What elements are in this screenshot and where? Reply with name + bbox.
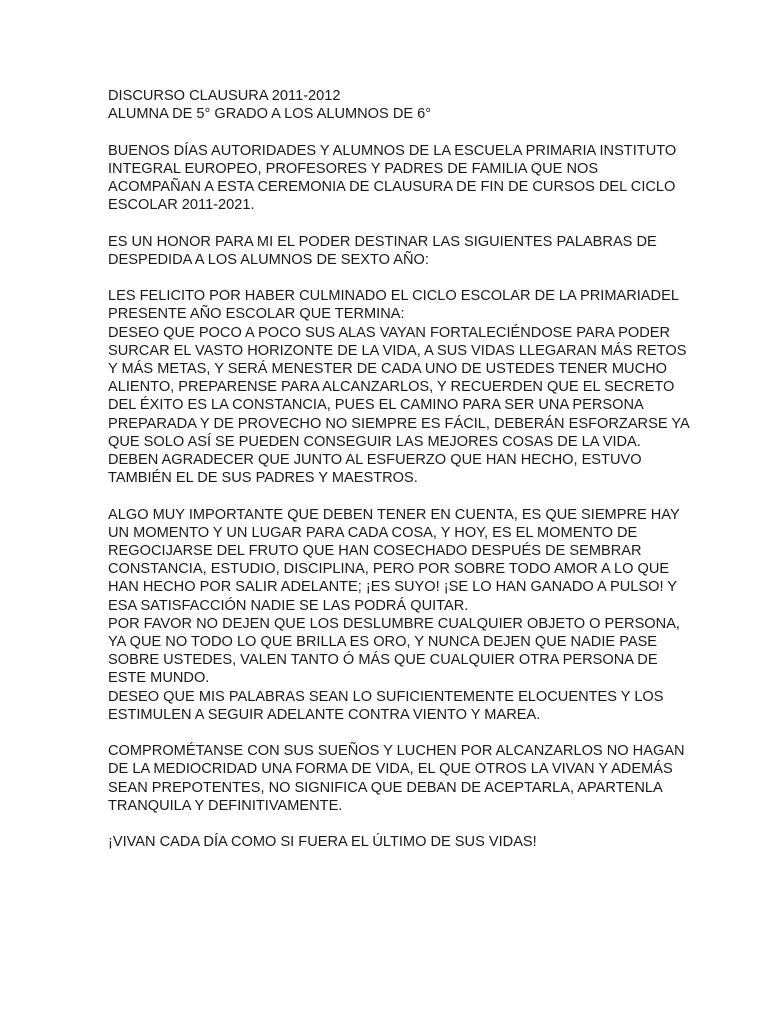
- paragraph-greeting: [108, 142, 708, 215]
- document-title: DISCURSO CLAUSURA 2011-2012: [108, 88, 341, 104]
- text-line: COMPROMÉTANSE CON SUS SUEÑOS Y LUCHEN POR ALCANZARLOS NO HAGAN: [108, 743, 685, 760]
- paragraph-honor: [108, 233, 708, 269]
- document-subtitle: ALUMNA DE 5° GRADO A LOS ALUMNOS DE 6°: [108, 106, 432, 123]
- text-line: ALGO MUY IMPORTANTE QUE DEBEN TENER EN CUENTA, ES QUE SIEMPRE HAY: [108, 506, 680, 523]
- text-line: QUE SOLO ASÍ SE PUEDEN CONSEGUIR LAS MEJORES COSAS DE LA VIDA.: [108, 433, 641, 450]
- text-line: SEAN PREPOTENTES, NO SIGNIFICA QUE DEBAN DE ACEPTARLA, APARTENLA: [108, 779, 663, 796]
- text-line: TAMBIÉN EL DE SUS PADRES Y MAESTROS.: [108, 470, 418, 487]
- text-line: YA QUE NO TODO LO QUE BRILLA ES ORO, Y NUNCA DEJEN QUE NADIE PASE: [108, 634, 658, 651]
- text-line: POR FAVOR NO DEJEN QUE LOS DESLUMBRE CUALQUIER OBJETO O PERSONA,: [108, 615, 680, 632]
- text-line: INTEGRAL EUROPEO, PROFESORES Y PADRES DE FAMILIA QUE NOS: [108, 160, 599, 177]
- text-line: PRESENTE AÑO ESCOLAR QUE TERMINA:: [108, 306, 405, 323]
- text-line: BUENOS DÍAS AUTORIDADES Y ALUMNOS DE LA ESCUELA PRIMARIA INSTITUTO: [108, 142, 677, 159]
- text-line: HAN HECHO POR SALIR ADELANTE; ¡ES SUYO! ¡SE LO HAN GANADO A PULSO! Y: [108, 579, 678, 596]
- paragraph-closing: [108, 833, 708, 851]
- text-line: DEL ÉXITO ES LA CONSTANCIA, PUES EL CAMINO PARA SER UNA PERSONA: [108, 397, 644, 414]
- text-line: ALIENTO, PREPARENSE PARA ALCANZARLOS, Y RECUERDEN QUE EL SECRETO: [108, 379, 675, 396]
- text-line: DESPEDIDA A LOS ALUMNOS DE SEXTO AÑO:: [108, 251, 429, 268]
- text-line: REGOCIJARSE DEL FRUTO QUE HAN COSECHADO DESPUÉS DE SEMBRAR: [108, 543, 642, 560]
- text-line: SOBRE USTEDES, VALEN TANTO Ó MÁS QUE CUALQUIER OTRA PERSONA DE: [108, 652, 658, 669]
- text-line: UN MOMENTO Y UN LUGAR PARA CADA COSA, Y HOY, ES EL MOMENTO DE: [108, 524, 638, 541]
- text-line: DE LA MEDIOCRIDAD UNA FORMA DE VIDA, EL QUE OTROS LA VIVAN Y ADEMÁS: [108, 761, 673, 778]
- text-line: TRANQUILA Y DEFINITIVAMENTE.: [108, 797, 343, 814]
- text-line: ES UN HONOR PARA MI EL PODER DESTINAR LAS SIGUIENTES PALABRAS DE: [108, 233, 657, 250]
- text-line: SURCAR EL VASTO HORIZONTE DE LA VIDA, A SUS VIDAS LLEGARAN MÁS RETOS: [108, 342, 687, 359]
- text-line: ESA SATISFACCIÓN NADIE SE LAS PODRÁ QUITAR.: [108, 597, 469, 614]
- paragraph-commitment: [108, 742, 708, 815]
- text-line: PREPARADA Y DE PROVECHO NO SIEMPRE ES FÁCIL, DEBERÁN ESFORZARSE YA: [108, 415, 690, 432]
- paragraph-congratulations: [108, 287, 708, 487]
- text-line: ESTIMULEN A SEGUIR ADELANTE CONTRA VIENTO Y MAREA.: [108, 706, 541, 723]
- text-line: CONSTANCIA, ESTUDIO, DISCIPLINA, PERO POR SOBRE TODO AMOR A LO QUE: [108, 561, 670, 578]
- text-line: LES FELICITO POR HABER CULMINADO EL CICLO ESCOLAR DE LA PRIMARIADEL: [108, 288, 679, 305]
- text-line: ESTE MUNDO.: [108, 670, 210, 687]
- text-line: ESCOLAR 2011-2021.: [108, 197, 255, 214]
- document-header: [108, 87, 708, 123]
- text-line: DESEO QUE MIS PALABRAS SEAN LO SUFICIENTEMENTE ELOCUENTES Y LOS: [108, 688, 664, 705]
- document-page: [108, 87, 708, 870]
- text-line: DESEO QUE POCO A POCO SUS ALAS VAYAN FORTALECIÉNDOSE PARA PODER: [108, 324, 671, 341]
- paragraph-important: [108, 506, 708, 724]
- text-line: ¡VIVAN CADA DÍA COMO SI FUERA EL ÚLTIMO DE SUS VIDAS!: [108, 834, 537, 851]
- text-line: ACOMPAÑAN A ESTA CEREMONIA DE CLAUSURA DE FIN DE CURSOS DEL CICLO: [108, 179, 676, 195]
- text-line: DEBEN AGRADECER QUE JUNTO AL ESFUERZO QUE HAN HECHO, ESTUVO: [108, 452, 642, 469]
- text-line: Y MÁS METAS, Y SERÁ MENESTER DE CADA UNO DE USTEDES TENER MUCHO: [108, 361, 667, 377]
